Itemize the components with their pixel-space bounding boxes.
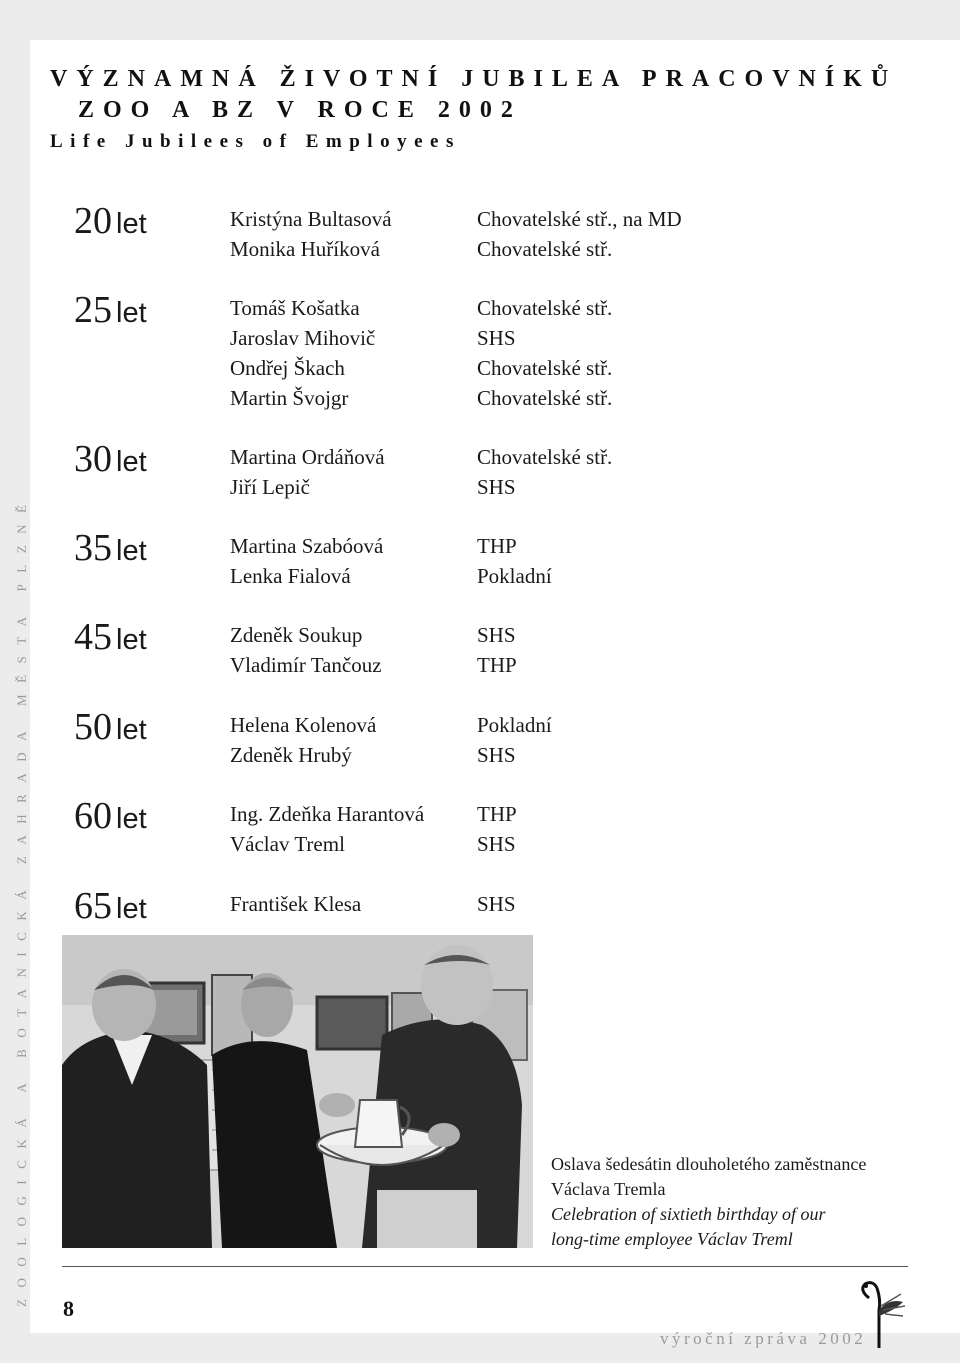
list-item: [0, 237, 960, 267]
caption-line-english: long-time employee Václav Treml: [551, 1229, 793, 1249]
list-item: [0, 326, 960, 356]
jubilee-group-25: [0, 289, 960, 416]
top-band: [30, 0, 960, 40]
page-title-line2: ZOO A BZ V ROCE 2002: [78, 97, 522, 123]
employee-dept: Pokladní: [477, 564, 552, 588]
employee-dept: THP: [477, 534, 517, 558]
jubilee-group-65: [0, 885, 960, 927]
employee-dept: Chovatelské stř., na MD: [477, 207, 682, 231]
list-item: [0, 802, 960, 832]
celebration-photo: [62, 935, 533, 1248]
jubilee-group-20: [0, 200, 960, 267]
list-item: [0, 534, 960, 564]
employee-dept: THP: [477, 802, 517, 826]
list-item: [0, 207, 960, 237]
employee-name: Tomáš Košatka: [230, 296, 360, 320]
employee-dept: SHS: [477, 326, 516, 350]
employee-name: Jiří Lepič: [230, 475, 310, 499]
employee-name: František Klesa: [230, 892, 362, 916]
employee-name: Martin Švojgr: [230, 386, 349, 410]
employee-name: Kristýna Bultasová: [230, 207, 392, 231]
vertical-institution-name: ZOOLOGICKÁ A BOTANICKÁ ZAHRADA MĚSTA PLZNĚ: [14, 493, 29, 1307]
employee-name: Zdeněk Hrubý: [230, 743, 352, 767]
caption-line-english: Celebration of sixtieth birthday of our: [551, 1204, 826, 1224]
list-item: [0, 356, 960, 386]
employee-dept: SHS: [477, 892, 516, 916]
employee-name: Helena Kolenová: [230, 713, 377, 737]
age-label: 50 let: [74, 706, 147, 748]
list-item: [0, 892, 960, 922]
employee-dept: Chovatelské stř.: [477, 237, 613, 261]
employee-dept: SHS: [477, 743, 516, 767]
employee-name: Ing. Zdeňka Harantová: [230, 802, 425, 826]
employee-name: Martina Ordáňová: [230, 445, 385, 469]
list-item: [0, 832, 960, 862]
age-label: 45 let: [74, 616, 147, 658]
employee-name: Monika Huříková: [230, 237, 380, 261]
employee-dept: Chovatelské stř.: [477, 386, 613, 410]
list-item: [0, 296, 960, 326]
list-item: [0, 564, 960, 594]
employee-name: Václav Treml: [230, 832, 345, 856]
employee-dept: Chovatelské stř.: [477, 445, 613, 469]
jubilee-group-30: [0, 438, 960, 505]
list-item: [0, 653, 960, 683]
jubilee-group-50: [0, 706, 960, 773]
employee-dept: SHS: [477, 832, 516, 856]
jubilee-group-45: [0, 616, 960, 683]
page-subtitle: Life Jubilees of Employees: [50, 131, 461, 152]
publication-name: výroční zpráva 2002: [660, 1329, 867, 1348]
list-item: [0, 623, 960, 653]
employee-name: Jaroslav Mihovič: [230, 326, 376, 350]
age-label: 30 let: [74, 438, 147, 480]
age-label: 35 let: [74, 527, 147, 569]
list-item: [0, 445, 960, 475]
employee-name: Vladimír Tančouz: [230, 653, 382, 677]
employee-name: Martina Szabóová: [230, 534, 384, 558]
list-item: [0, 743, 960, 773]
employee-dept: THP: [477, 653, 517, 677]
list-item: [0, 386, 960, 416]
age-label: 60 let: [74, 795, 147, 837]
list-item: [0, 475, 960, 505]
employee-dept: SHS: [477, 623, 516, 647]
employee-name: Zdeněk Soukup: [230, 623, 363, 647]
employee-dept: Chovatelské stř.: [477, 356, 613, 380]
employee-name: Ondřej Škach: [230, 356, 345, 380]
employee-dept: Chovatelské stř.: [477, 296, 613, 320]
employee-dept: SHS: [477, 475, 516, 499]
caption-line: Oslava šedesátin dlouholetého zaměstnance: [551, 1154, 867, 1174]
employee-dept: Pokladní: [477, 713, 552, 737]
employee-name: Lenka Fialová: [230, 564, 351, 588]
age-label: 20 let: [74, 200, 147, 242]
photo-caption: [551, 1152, 911, 1252]
page-title-line1: VÝZNAMNÁ ŽIVOTNÍ JUBILEA PRACOVNÍKŮ: [50, 66, 898, 92]
jubilee-group-35: [0, 527, 960, 594]
jubilee-group-60: [0, 795, 960, 862]
age-label: 25 let: [74, 289, 147, 331]
page-number: 8: [63, 1296, 74, 1321]
caption-line: Václava Tremla: [551, 1179, 666, 1199]
list-item: [0, 713, 960, 743]
age-label: 65 let: [74, 885, 147, 927]
bottom-divider: [62, 1266, 908, 1267]
